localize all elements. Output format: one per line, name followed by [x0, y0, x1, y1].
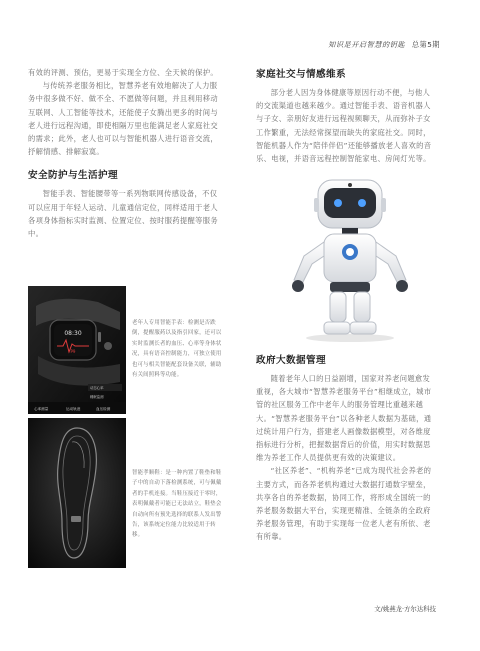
right-paragraph: 随着老年人口的日益剧增，国家对养老问题愈发重视，各大城市“智慧养老服务平台”相继成立，城市管的社区服务工作中老年人的服务管理比重越来越大。“智慧养老服务平台”以各种老人数据为基础，通过统计用户行为，搭建老人画像数据模型，对各维度指标进行分析，把握数据背后的价值，用实时数据思维为养老工作人员提供更有效的决策建议。: [256, 374, 432, 463]
insole-caption: [132, 468, 224, 541]
left-paragraph: 与传统养老服务相比，智慧养老有效地解决了人力服务中很多做不好、做不全、不愿做等问题，并且利用移动互联网、人工智能等技术，还能使子女腾出更多的时间与老人进行远程沟通，即使相隔万里也能满足老人家庭社交的需求；此外，老人也可以与智能机器人进行语音交流，抒解情感、排解寂寞。: [28, 81, 218, 157]
watch-side-label-2: 睡眠监测: [90, 395, 104, 399]
right-paragraph: “社区养老”、“机构养老”已成为现代社会养老的主要方式，而各养老机构通过大数据打通数字壁垒，共享各自的养老数据，协同工作，将形成全国统一的养老服务数据大平台，实现更精准、全链条的全政府养老服务管理，有助于实现每一位老人老有所依、老有所靠。: [256, 466, 432, 542]
section-heading-safety: 安全防护与生活护理: [28, 170, 118, 182]
left-paragraph: 有效的评测、预估，更易于实现全方位、全天候的保护。: [28, 68, 218, 77]
watch-time: 08:30: [64, 330, 82, 337]
smartwatch-illustration: [28, 286, 126, 414]
left-paragraph: 智能手表、智能腰带等一系列物联网传感设备，不仅可以应用于年轻人运动、儿童通信定位，同样适用于老人各项身体指标实时监测、位置定位、按时服药提醒等服务中。: [28, 189, 218, 239]
robot-illustration: [250, 176, 450, 344]
watch-label-right: 血压检测: [96, 407, 111, 411]
issue-number: 总第5期: [411, 40, 440, 49]
watch-label-left: 心率测量: [34, 407, 49, 411]
watch-caption: [132, 318, 224, 380]
service-robot-photo: [250, 176, 450, 344]
right-column-top: [256, 66, 434, 165]
section-heading-family: 家庭社交与情感维系: [256, 69, 346, 80]
section-heading-government: 政府大数据管理: [256, 355, 326, 366]
watch-side-label: 动态心率: [90, 386, 104, 390]
right-paragraph: 部分老人因为身体健康等原因行动不便，与他人的交流渠道也越来越少。通过智能手表、语音机器人与子女、亲朋好友进行远程视频聊天，从而弥补子女工作繁重，无法经常探望而缺失的家庭社交。同时，智能机器人作为“陪伴伴侣”还能够播放老人喜欢的音乐、电视，并语音远程控制智能家电、房间灯光等。: [256, 88, 432, 164]
magazine-name: 知识是开启智慧的钥匙: [328, 40, 406, 49]
left-column: [28, 66, 224, 240]
smart-insole-photo: [28, 418, 126, 568]
caption-text: 智能孝顺鞋：是一种内置了鞋垫和鞋子中的自动下落检测系统，可与佩戴者的手机连接。当鞋压接近于零时，表明佩戴者可能已无法站立，鞋垫会自动向所有预先选择的联系人发出警告，该系统定位能力比较适用于转移。: [132, 470, 222, 539]
caption-text: 老年人专用智能手表：检测是否跌倒，提醒服药以及指引回家，还可以实时监测长者的血压、心率等身体状况，具有语音控制能力，可独立使用也可与相关智能配套设备关联，辅助有关间照料等功能。: [132, 320, 222, 379]
running-header: [328, 40, 440, 50]
smartwatch-photo: [28, 286, 126, 414]
right-column-bottom: [256, 352, 434, 544]
author-credit: 文/姚燕龙·方尔达科技: [374, 605, 436, 613]
watch-brand: P9: [70, 349, 76, 354]
insole-illustration: [28, 418, 126, 568]
watch-label-mid: 运动轨迹: [66, 407, 81, 411]
